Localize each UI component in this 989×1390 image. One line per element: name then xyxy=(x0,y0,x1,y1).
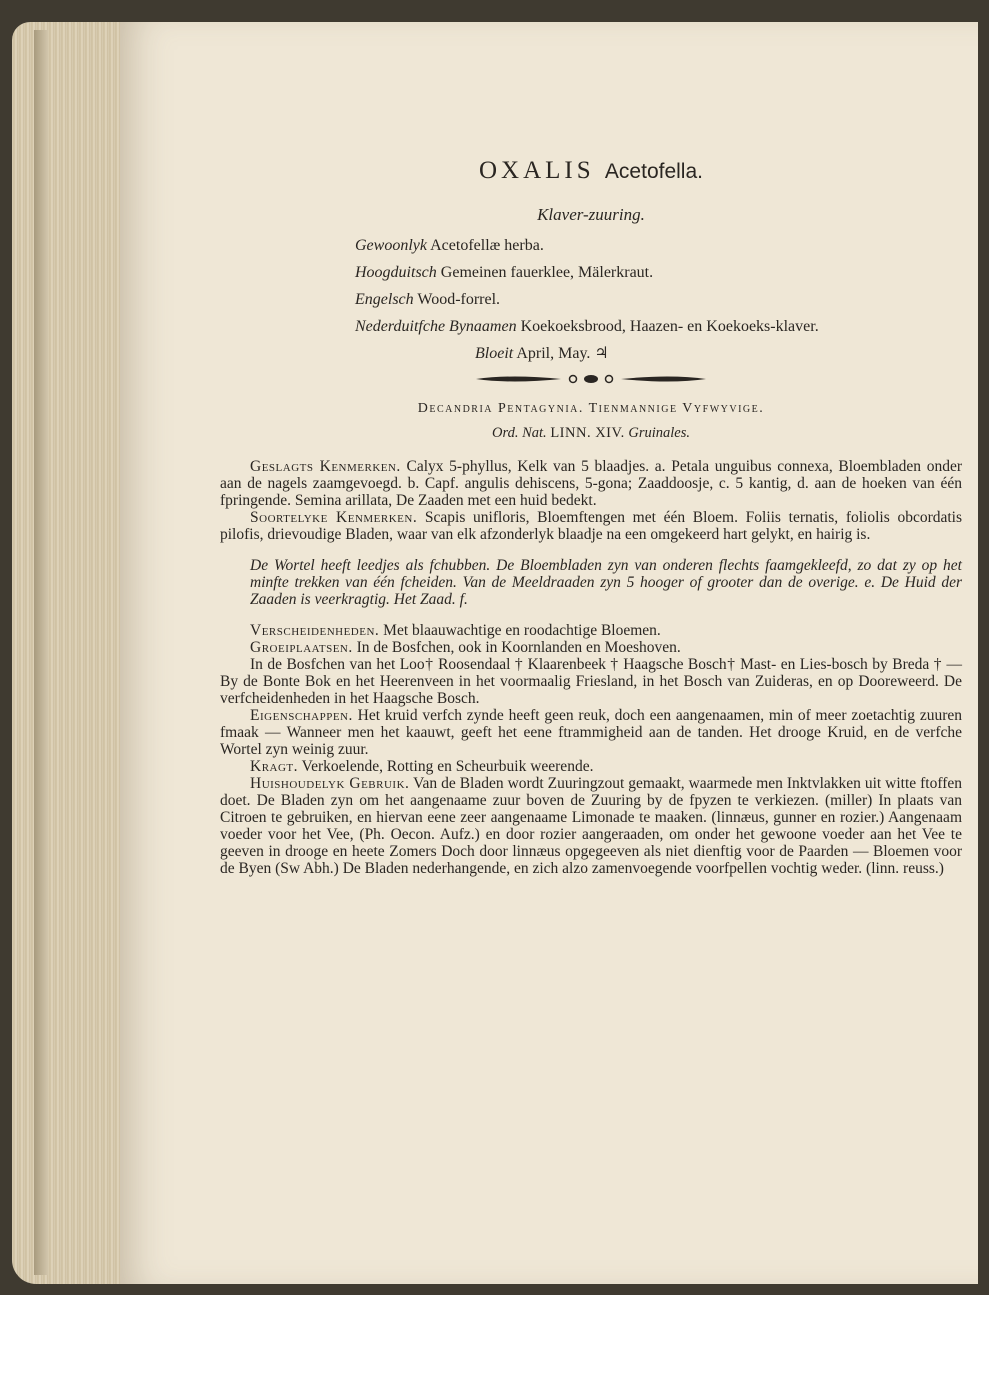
section-domestic-use: Huishoudelyk Gebruik. Van de Bladen wordt Zuuringzout gemaakt, waarmede men Inktvlakken uit witte ftoffen doet. De Bladen zyn om het aangenaame zuur boven de Zuuring by de fpyzen te verkiezen. (miller) In plaats van Citroen te gebruiken, en hiervan eene zeer aangenaame Limonade te maaken. (linnæus, gunner en rozier.) Aangenaam voeder voor het Vee, (Ph. Oecon. Aufz.) en door rozier aangeraaden, om onder het gewoone voeder aan het Vee te geeven in drooge en heete Zomers Doch door linnæus opgegeeven als niet dienftig voor de Paarden — Bloemen voor de Byen (Sw Abh.) De Bladen nederhangende, en zich alzo zamenvoegende voorfpellen vochtig weder. (linn. reuss.) xyxy=(220,775,962,877)
species-characteristics: Soortelyke Kenmerken. Scapis unifloris, Bloemftengen met één Bloem. Foliis ternatis, foliolis obcordatis pilofis, drievoudige Bladen, waar van elk afzonderlyk blaadje na een omgekeerd hart gelykt, en hairig is. xyxy=(220,509,963,543)
section-power: Kragt. Verkoelende, Rotting en Scheurbuik weerende. xyxy=(250,758,594,775)
genus-characteristics: Geslagts Kenmerken. Calyx 5-phyllus, Kelk van 5 blaadjes. a. Petala unguibus connexa, Bloembladen onder aan de nagels zaamgevoegd. b. Capf. angulis dehiscens, 5-gona; Zaaddoosje, c. 5 kantig, d. aan de hoeken van één fpringende. Semina arillata, De Zaaden met een huid bedekt. xyxy=(220,458,963,509)
description: De Wortel heeft leedjes als fchubben. De Bloembladen zyn van onderen flechts faamgekleefd, zo dat zy op het minfte trekken van één fcheiden. Van de Meeldraaden zyn 5 hooger of grooter dan de overige. e. De Huid der Zaaden is veerkragtig. Het Zaad. f. xyxy=(250,557,962,608)
ornament-divider xyxy=(220,372,962,388)
page-edges xyxy=(12,22,122,1284)
ordo-line: Ord. Nat. LINN. XIV. Gruinales. xyxy=(492,425,690,441)
flowering-line: Bloeit April, May. ♃ xyxy=(475,345,609,362)
classification-line: Decandria Pentagynia. Tienmannige Vyfwyvige. xyxy=(417,401,765,416)
common-name: Klaver-zuuring. xyxy=(537,205,645,224)
name-line: Nederduitfche Bynaamen Koekoeksbrood, Haazen- en Koekoeks-klaver. xyxy=(355,318,819,335)
page-content xyxy=(220,140,962,877)
section-varieties: Verscheidenheden. Met blaauwachtige en roodachtige Bloemen. xyxy=(250,622,661,639)
section-properties: Eigenschappen. Het kruid verfch zynde heeft geen reuk, doch een aangenaamen, min of meer zoetachtig zuuren fmaak — Wanneer men het kaauwt, geeft het eene ftrammigheid aan de tanden. Het drooge Kruid, en de verfche Wortel zyn weinig zuur. xyxy=(220,707,962,758)
page-title xyxy=(220,157,962,192)
section-locations: In de Bosfchen van het Loo† Roosendaal † Klaarenbeek † Haagsche Bosch† Mast- en Lies-bosch by Breda † — By de Bonte Bok en het Heerenveen in het voormaalig Friesland, in het Bosch van Zuideras, en op Dooreweerd. De verfcheidenheden in het Haagsche Bosch. xyxy=(220,656,962,707)
book-gutter xyxy=(34,30,48,1275)
name-line: Gewoonlyk Acetofellæ herba. xyxy=(355,237,544,254)
name-line: Engelsch Wood-forrel. xyxy=(355,291,501,308)
species-name: Acetofella. xyxy=(604,160,703,183)
vernacular-names xyxy=(355,237,962,362)
section-habitats: Groeiplaatsen. In de Bosfchen, ook in Koornlanden en Moeshoven. xyxy=(250,639,681,656)
name-line: Hoogduitsch Gemeinen fauerklee, Mälerkraut. xyxy=(355,264,654,281)
genus-name: OXALIS xyxy=(479,157,595,184)
